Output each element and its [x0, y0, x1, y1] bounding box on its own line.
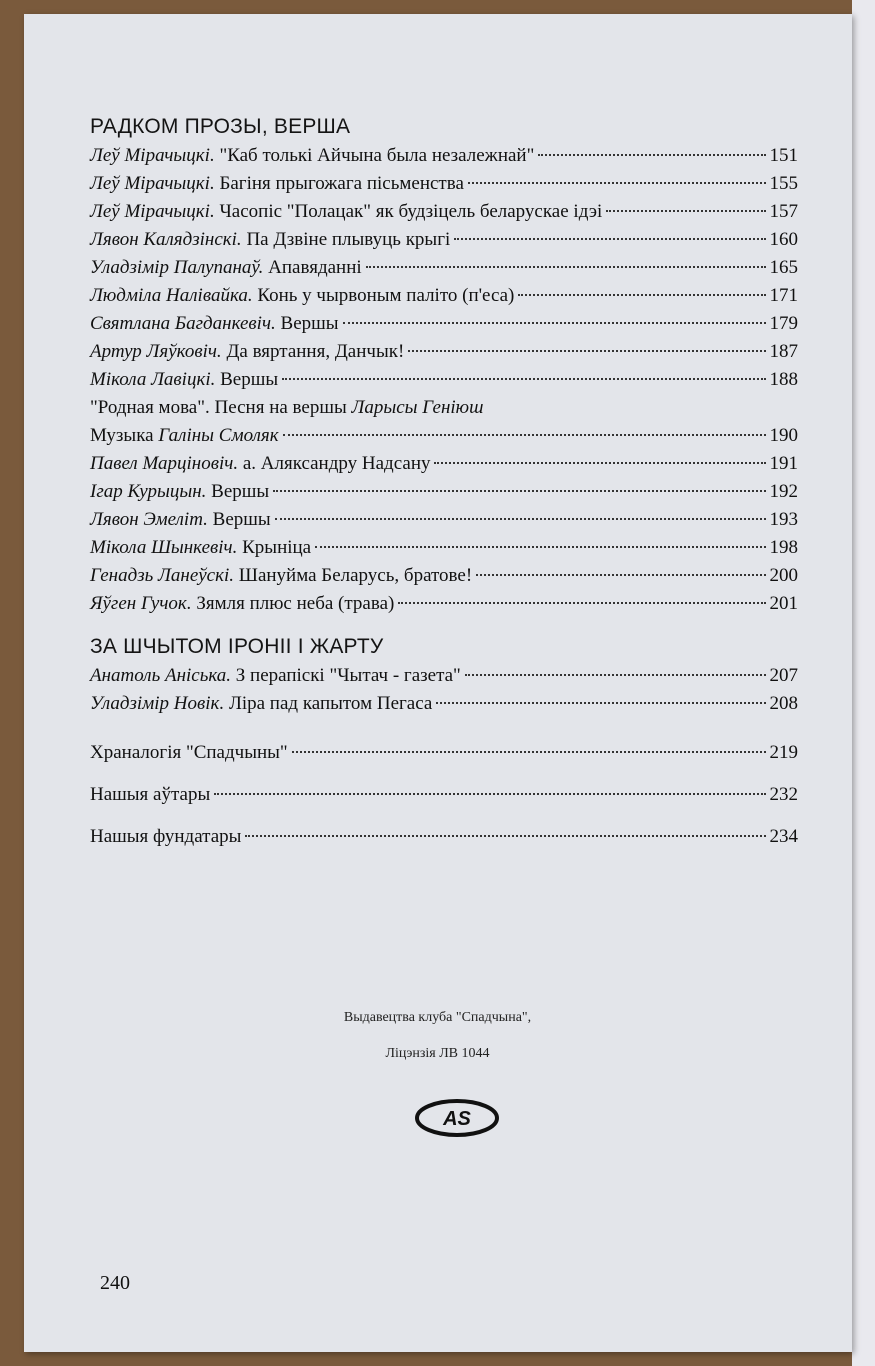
page-number: 240 — [100, 1272, 130, 1294]
entry-title: Ліра пад капытом Пегаса — [228, 693, 433, 714]
entry-page: 192 — [769, 481, 798, 502]
section-heading-irony: ЗА ШЧЫТОМ ІРОНІІ І ЖАРТУ — [90, 635, 384, 658]
entry-author: Галіны Смоляк — [158, 425, 279, 446]
entry-title: Крыніца — [242, 537, 312, 558]
toc-entry — [90, 254, 798, 282]
entry-page: 232 — [769, 784, 798, 805]
entry-page: 190 — [769, 425, 798, 446]
toc-entry — [90, 562, 798, 590]
toc-entry — [90, 690, 798, 718]
toc-entry — [90, 478, 798, 506]
entry-author: Артур Ляўковіч. — [90, 341, 222, 362]
license-line: Ліцэнзія ЛВ 1044 — [385, 1046, 490, 1061]
entry-title: Часопіс "Полацак" як будзіцель беларускае ідэі — [219, 201, 603, 222]
toc-list-irony — [90, 662, 798, 718]
toc-entry-song-line1 — [90, 394, 798, 422]
entry-title: З перапіскі "Чытач - газета" — [235, 665, 461, 686]
entry-author: Лявон Эмеліт. — [90, 509, 208, 530]
entry-page: 193 — [769, 509, 798, 530]
logo-text: AS — [443, 1108, 471, 1130]
entry-author: Ігар Курыцын. — [90, 481, 207, 502]
entry-author: Ларысы Геніюш — [351, 397, 484, 418]
entry-page: 160 — [769, 229, 798, 250]
spacer — [90, 718, 798, 732]
entry-title: Апавяданні — [268, 257, 362, 278]
entry-title: Вершы — [212, 509, 271, 530]
entry-page: 234 — [769, 826, 798, 847]
toc-entry — [90, 732, 798, 774]
entry-author: Уладзімір Палупанаў. — [90, 257, 264, 278]
entry-author: Генадзь Ланеўскі. — [90, 565, 235, 586]
dot-leader — [436, 702, 765, 704]
entry-page: 188 — [769, 369, 798, 390]
entry-author: Леў Мірачыцкі. — [90, 145, 215, 166]
entry-title: Вершы — [280, 313, 339, 334]
spacer — [90, 618, 798, 632]
toc-entry — [90, 282, 798, 310]
entry-title: "Родная мова". Песня на вершы — [90, 397, 347, 418]
entry-page: 207 — [769, 665, 798, 686]
entry-title: Шануйма Беларусь, братове! — [238, 565, 473, 586]
entry-title: Конь у чырвоным паліто (п'еса) — [257, 285, 515, 306]
toc-entry — [90, 142, 798, 170]
entry-page: 219 — [769, 742, 798, 763]
dot-leader — [468, 182, 766, 184]
entry-author: Лявон Калядзінскі. — [90, 229, 242, 250]
entry-author: Анатоль Аніська. — [90, 665, 232, 686]
toc-entry — [90, 338, 798, 366]
section-heading-prose: РАДКОМ ПРОЗЫ, ВЕРША — [90, 115, 351, 138]
toc-entry — [90, 366, 798, 394]
toc-list-prose-2 — [90, 450, 798, 618]
dot-leader — [343, 322, 766, 324]
entry-title: Багіня прыгожага пісьменства — [219, 173, 464, 194]
dot-leader — [465, 674, 766, 676]
dot-leader — [282, 378, 765, 380]
toc-entry — [90, 534, 798, 562]
dot-leader — [434, 462, 765, 464]
dot-leader — [454, 238, 765, 240]
toc-list-extras — [90, 732, 798, 858]
entry-title: Храналогія "Спадчыны" — [90, 742, 288, 763]
entry-author: Мікола Шынкевіч. — [90, 537, 238, 558]
toc-entry — [90, 226, 798, 254]
dot-leader — [315, 546, 765, 548]
toc-entry — [90, 310, 798, 338]
dot-leader — [476, 574, 765, 576]
page-edge — [852, 0, 875, 1366]
entry-author: Святлана Багданкевіч. — [90, 313, 276, 334]
entry-title: а. Аляксандру Надсану — [242, 453, 431, 474]
dot-leader — [538, 154, 765, 156]
toc-entry — [90, 816, 798, 858]
entry-author: Леў Мірачыцкі. — [90, 173, 215, 194]
entry-author: Леў Мірачыцкі. — [90, 201, 215, 222]
publisher-logo-icon — [415, 1098, 499, 1138]
dot-leader — [283, 434, 766, 436]
entry-author: Яўген Гучок. — [90, 593, 192, 614]
toc-entry — [90, 450, 798, 478]
dot-leader — [366, 266, 766, 268]
entry-author: Людміла Налівайка. — [90, 285, 253, 306]
dot-leader — [606, 210, 765, 212]
entry-title: Па Дзвіне плывуць крыгі — [246, 229, 451, 250]
entry-title: Вершы — [211, 481, 270, 502]
dot-leader — [245, 835, 765, 837]
toc-entry — [90, 170, 798, 198]
entry-page: 155 — [769, 173, 798, 194]
toc-entry — [90, 662, 798, 690]
dot-leader — [398, 602, 765, 604]
entry-title: Зямля плюс неба (трава) — [196, 593, 395, 614]
dot-leader — [273, 490, 765, 492]
entry-page: 165 — [769, 257, 798, 278]
toc-entry-song-line2 — [90, 422, 798, 450]
entry-page: 171 — [769, 285, 798, 306]
table-of-contents — [90, 112, 798, 858]
entry-page: 179 — [769, 313, 798, 334]
dot-leader — [214, 793, 765, 795]
toc-entry — [90, 198, 798, 226]
entry-page: 151 — [769, 145, 798, 166]
dot-leader — [518, 294, 765, 296]
entry-page: 208 — [769, 693, 798, 714]
entry-title: Нашыя фундатары — [90, 826, 242, 847]
entry-author: Мікола Лавіцкі. — [90, 369, 216, 390]
toc-list-prose — [90, 142, 798, 394]
entry-page: 157 — [769, 201, 798, 222]
entry-title: Вершы — [220, 369, 279, 390]
entry-title: "Каб толькі Айчына была незалежнай" — [219, 145, 535, 166]
dot-leader — [408, 350, 765, 352]
entry-title: Да вяртання, Данчык! — [226, 341, 405, 362]
toc-entry — [90, 590, 798, 618]
dot-leader — [275, 518, 766, 520]
entry-author: Павел Марціновіч. — [90, 453, 239, 474]
toc-entry — [90, 774, 798, 816]
entry-page: 198 — [769, 537, 798, 558]
toc-entry — [90, 506, 798, 534]
entry-title: Нашыя аўтары — [90, 784, 211, 805]
entry-page: 201 — [769, 593, 798, 614]
entry-page: 191 — [769, 453, 798, 474]
entry-author: Уладзімір Новік. — [90, 693, 225, 714]
publisher-line: Выдавецтва клуба "Спадчына", — [343, 1010, 532, 1025]
entry-page: 187 — [769, 341, 798, 362]
dot-leader — [292, 751, 766, 753]
entry-title: Музыка — [90, 425, 154, 446]
entry-page: 200 — [769, 565, 798, 586]
